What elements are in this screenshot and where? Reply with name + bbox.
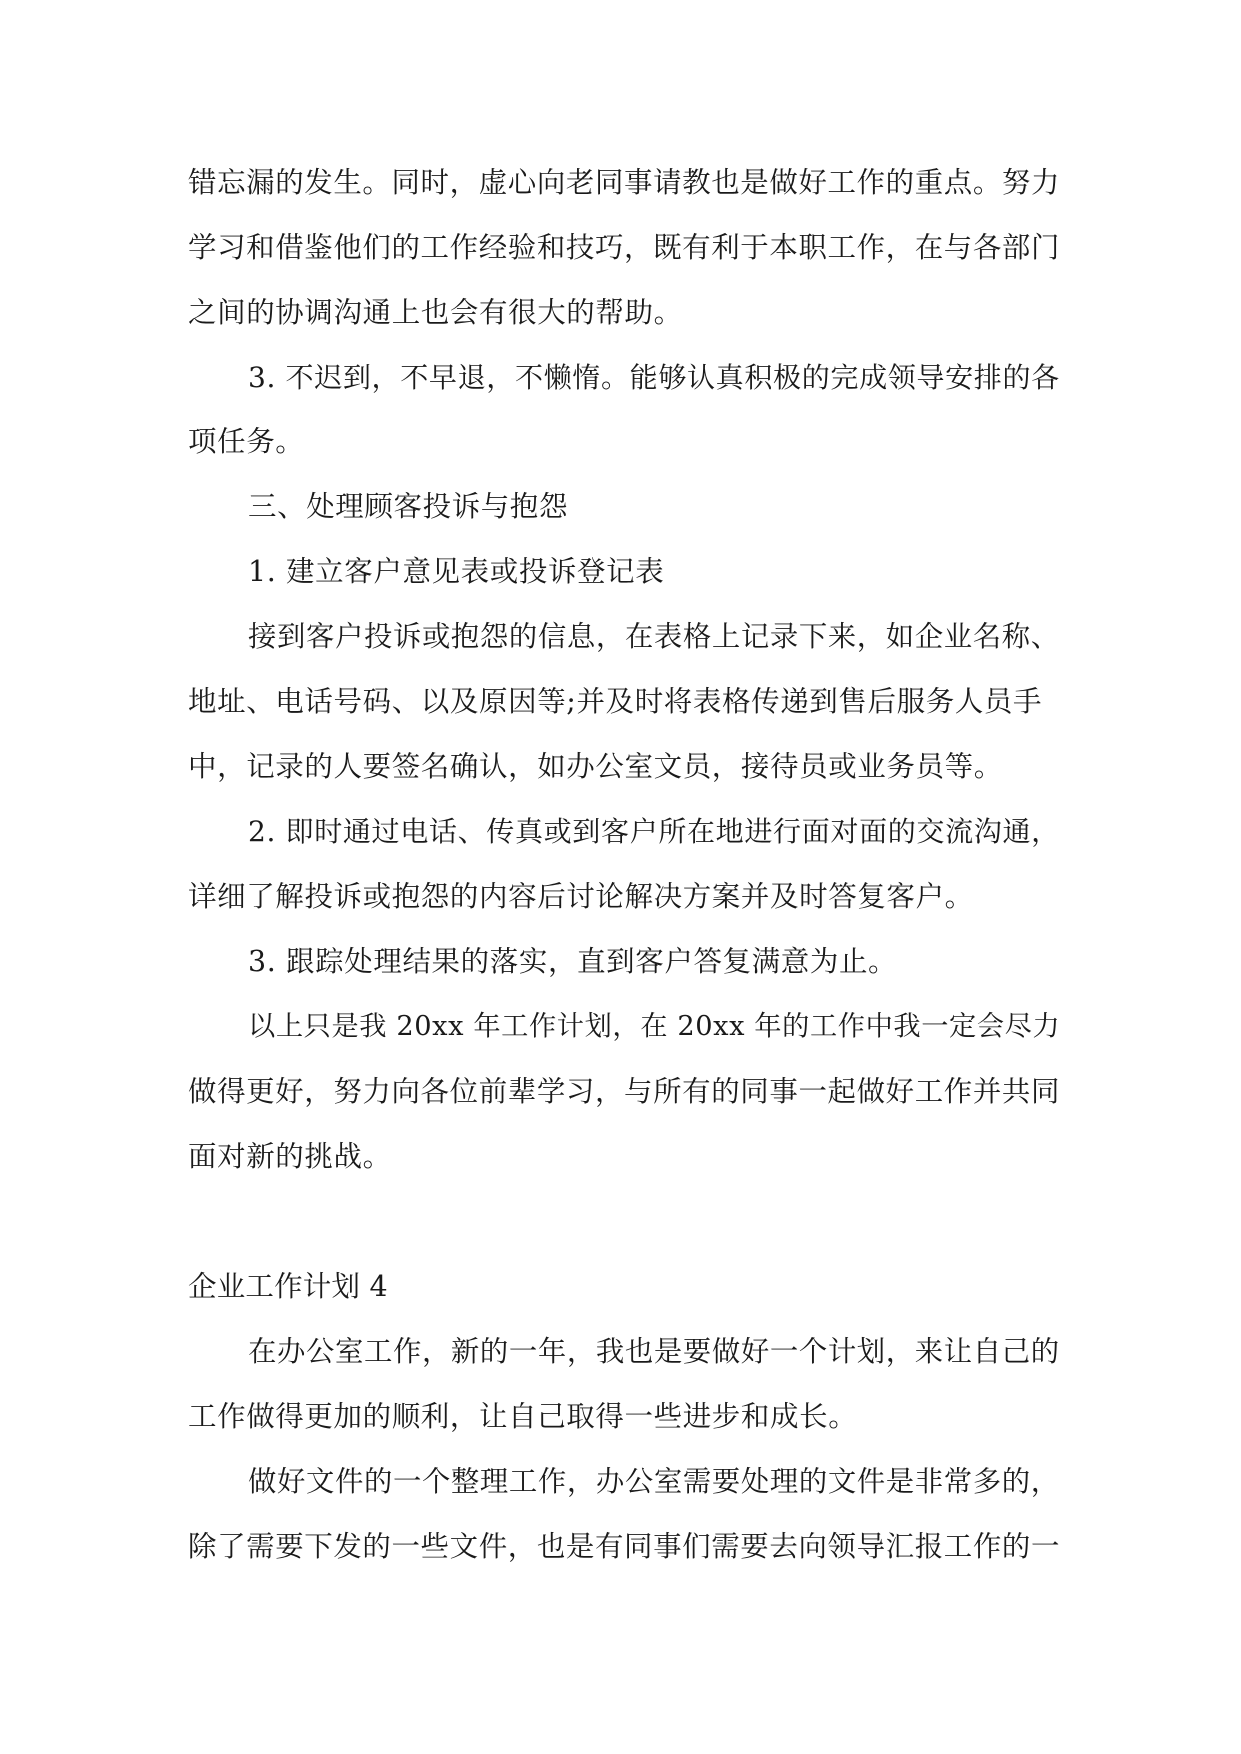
section-heading: 三、处理顾客投诉与抱怨 (248, 490, 569, 523)
text-line: 中，记录的人要签名确认，如办公室文员，接待员或业务员等。 (188, 750, 1003, 783)
text-line: 2. 即时通过电话、传真或到客户所在地进行面对面的交流沟通， (248, 815, 1060, 848)
text-line: 面对新的挑战。 (188, 1140, 392, 1173)
text-line: 1. 建立客户意见表或投诉登记表 (248, 555, 665, 588)
text-line: 以上只是我 20xx 年工作计划，在 20xx 年的工作中我一定会尽力 (248, 1011, 1061, 1042)
text-line: 学习和借鉴他们的工作经验和技巧，既有利于本职工作，在与各部门 (188, 231, 1061, 264)
text-line: 错忘漏的发生。同时，虚心向老同事请教也是做好工作的重点。努力 (188, 166, 1061, 199)
text-line: 在办公室工作，新的一年，我也是要做好一个计划，来让自己的 (248, 1335, 1060, 1368)
text-line: 除了需要下发的一些文件，也是有同事们需要去向领导汇报工作的一 (188, 1530, 1061, 1563)
text-line: 做得更好，努力向各位前辈学习，与所有的同事一起做好工作并共同 (188, 1075, 1061, 1108)
text-line: 地址、电话号码、以及原因等;并及时将表格传递到售后服务人员手 (188, 685, 1043, 718)
text-line: 详细了解投诉或抱怨的内容后讨论解决方案并及时答复客户。 (188, 880, 974, 913)
text-line: 接到客户投诉或抱怨的信息，在表格上记录下来，如企业名称、 (248, 620, 1060, 653)
text-line: 做好文件的一个整理工作，办公室需要处理的文件是非常多的， (248, 1465, 1060, 1498)
text-line: 工作做得更加的顺利，让自己取得一些进步和成长。 (188, 1400, 858, 1433)
text-line: 项任务。 (188, 425, 305, 458)
text-line: 3. 跟踪处理结果的落实，直到客户答复满意为止。 (248, 945, 898, 978)
text-line: 3. 不迟到，不早退，不懒惰。能够认真积极的完成领导安排的各 (248, 361, 1060, 394)
text-line: 之间的协调沟通上也会有很大的帮助。 (188, 296, 683, 329)
section-title: 企业工作计划 4 (188, 1270, 388, 1303)
